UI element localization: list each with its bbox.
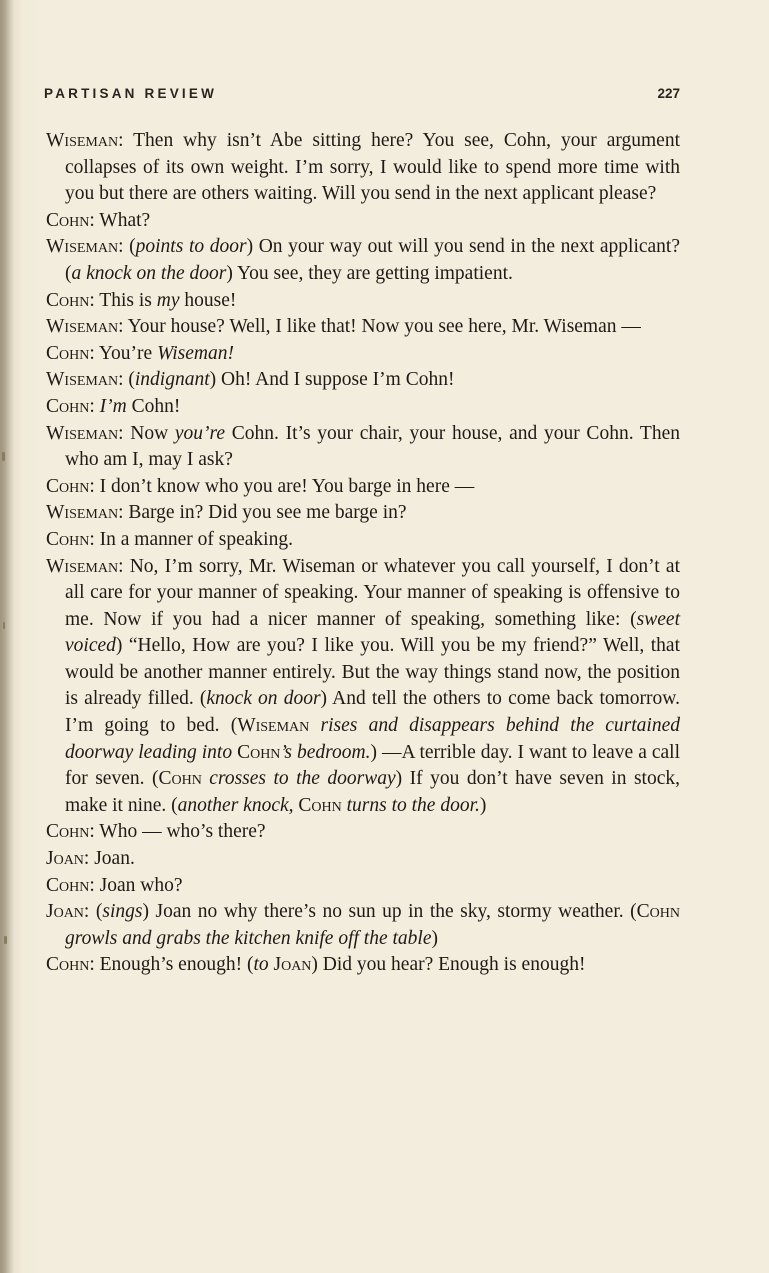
spoken-text: What? [99, 209, 151, 231]
italic-text: turns to the door. [341, 794, 480, 816]
dialogue-entry [46, 554, 680, 820]
speaker-colon: : [118, 236, 130, 258]
dialogue-entry [46, 208, 680, 235]
italic-text: my [156, 289, 180, 311]
spoken-text: ( [129, 236, 136, 258]
character-name: Cohn [298, 794, 342, 816]
speaker-name: Wiseman [46, 422, 119, 444]
italic-text: knock on door [206, 688, 321, 710]
italic-text: sweet voiced [65, 608, 680, 657]
dialogue-text [46, 128, 680, 979]
dialogue-entry [46, 314, 680, 341]
dialogue-entry [46, 234, 680, 287]
dialogue-entry [46, 341, 680, 368]
dialogue-entry [46, 846, 680, 873]
italic-text: growls and grabs the kitchen knife off the table [65, 927, 432, 949]
character-name: Cohn [237, 741, 281, 763]
dialogue-entry [46, 899, 680, 952]
italic-text: indignant [134, 369, 210, 391]
spoken-text: ) On your way out will you send in the next applicant? ( [65, 236, 681, 284]
speaker-name: Cohn [46, 528, 90, 550]
spoken-text: Joan. [94, 848, 135, 870]
paper-fleck [4, 936, 7, 944]
spoken-text: Who — who’s there? [99, 821, 266, 843]
spoken-text: house! [179, 289, 237, 311]
speaker-colon: : [118, 316, 128, 338]
character-name: Wiseman [237, 715, 310, 737]
dialogue-entry [46, 474, 680, 501]
speaker-colon: : [89, 395, 100, 417]
italic-text: another knock, [177, 794, 299, 816]
spoken-text: Barge in? Did you see me barge in? [128, 502, 407, 524]
journal-name: PARTISAN REVIEW [44, 86, 218, 101]
page-number: 227 [657, 86, 680, 101]
italic-text: a knock on the door [71, 262, 227, 284]
speaker-colon: : [118, 130, 134, 151]
speaker-colon: : [83, 901, 96, 923]
speaker-name: Wiseman [46, 555, 119, 577]
spoken-text: ) And tell the others to come back tomorrow. I’m going to bed. ( [65, 688, 680, 737]
character-name: Cohn [158, 768, 202, 790]
speaker-name: Wiseman [46, 316, 119, 338]
speaker-name: Cohn [46, 289, 90, 311]
speaker-colon: : [89, 342, 99, 364]
italic-text: crosses to the doorway [201, 768, 396, 790]
spoken-text: This is [99, 289, 157, 311]
dialogue-entry [46, 128, 680, 208]
speaker-colon: : [118, 555, 130, 577]
speaker-name: Wiseman [46, 130, 119, 151]
speaker-colon: : [89, 821, 100, 843]
spoken-text: Then why isn’t Abe sitting here? You see, Cohn, your argument collapses of its own weight. I’m sorry, I would like to spend more time with you but there are others waiting. Will you send in the next applicant please? [65, 130, 680, 205]
dialogue-entry [46, 500, 680, 527]
italic-text: rises and disappears behind the curtained doorway leading into [65, 715, 680, 763]
speaker-name: Joan [46, 848, 84, 870]
running-head [44, 86, 680, 106]
speaker-colon: : [118, 422, 131, 444]
dialogue-entry [46, 394, 680, 421]
dialogue-entry [46, 421, 680, 474]
italic-text: you’re [174, 422, 226, 444]
italic-text: sings [102, 901, 143, 923]
spoken-text: Cohn! [126, 395, 181, 417]
spoken-text: ( [95, 901, 103, 923]
spoken-text: You’re [98, 342, 158, 364]
spoken-text: ) Oh! And I suppose I’m Cohn! [209, 369, 455, 391]
speaker-colon: : [89, 289, 100, 311]
italic-text: Wiseman! [157, 342, 234, 364]
paper-fleck [2, 452, 5, 461]
italic-text: ’s bedroom. [280, 741, 371, 763]
italic-text: points to door [135, 236, 247, 258]
paper-fleck [3, 622, 5, 629]
binding-gutter-shadow [0, 0, 14, 1273]
spoken-text: Enough’s enough! ( [99, 954, 254, 976]
spoken-text: ) [479, 794, 487, 816]
spoken-text: ( [128, 369, 135, 391]
dialogue-entry [46, 952, 680, 979]
speaker-name: Wiseman [46, 502, 119, 524]
character-name: Cohn [636, 901, 680, 923]
speaker-colon: : [118, 369, 129, 391]
speaker-name: Wiseman [46, 369, 119, 391]
spoken-text: No, I’m sorry, Mr. Wiseman or whatever you call yourself, I don’t at all care for your manner of speaking. Your manner of speaking is offensive to me. Now if you had a nicer manner of speaking, something like: ( [65, 555, 680, 630]
spoken-text: Your house? Well, I like that! Now you see here, Mr. Wiseman — [127, 316, 641, 338]
speaker-colon: : [83, 848, 95, 870]
spoken-text: I don’t know who you are! You barge in here — [99, 475, 475, 497]
dialogue-entry [46, 873, 680, 900]
spoken-text: ) [431, 927, 438, 949]
dialogue-entry [46, 367, 680, 394]
speaker-colon: : [89, 209, 100, 231]
spoken-text: ) If you don’t have seven in stock, make it nine. ( [65, 768, 680, 816]
spoken-text: In a manner of speaking. [99, 528, 293, 550]
dialogue-entry [46, 819, 680, 846]
character-name: Joan [273, 954, 312, 976]
spoken-text: Now [130, 422, 175, 444]
speaker-colon: : [118, 502, 129, 524]
spoken-text: ) Joan no why there’s no sun up in the sky, stormy weather. ( [142, 901, 637, 923]
speaker-name: Cohn [46, 395, 90, 417]
speaker-name: Cohn [46, 874, 90, 896]
speaker-name: Cohn [46, 821, 90, 843]
spoken-text: Cohn. It’s your chair, your house, and your Cohn. Then who am I, may I ask? [65, 422, 681, 471]
speaker-name: Wiseman [46, 236, 119, 258]
spoken-text: ) —A terrible day. I want to leave a call for seven. ( [65, 741, 681, 790]
speaker-name: Cohn [46, 342, 90, 364]
italic-text: I’m [99, 395, 127, 417]
spoken-text: ) You see, they are getting impatient. [226, 262, 513, 284]
speaker-colon: : [89, 874, 100, 896]
spoken-text: Joan who? [99, 874, 183, 896]
spoken-text: ) Did you hear? Enough is enough! [311, 954, 586, 976]
speaker-name: Cohn [46, 954, 90, 976]
dialogue-entry [46, 288, 680, 315]
spoken-text: ) “Hello, How are you? I like you. Will you be my friend?” Well, that would be another manner entirely. But the way things stand now, the position is already filled. ( [65, 635, 680, 710]
speaker-colon: : [89, 475, 100, 497]
speaker-name: Cohn [46, 475, 90, 497]
speaker-colon: : [89, 528, 100, 550]
speaker-colon: : [89, 954, 100, 976]
speaker-name: Cohn [46, 209, 90, 231]
italic-text: to [253, 954, 274, 976]
speaker-name: Joan [46, 901, 84, 923]
dialogue-entry [46, 527, 680, 554]
